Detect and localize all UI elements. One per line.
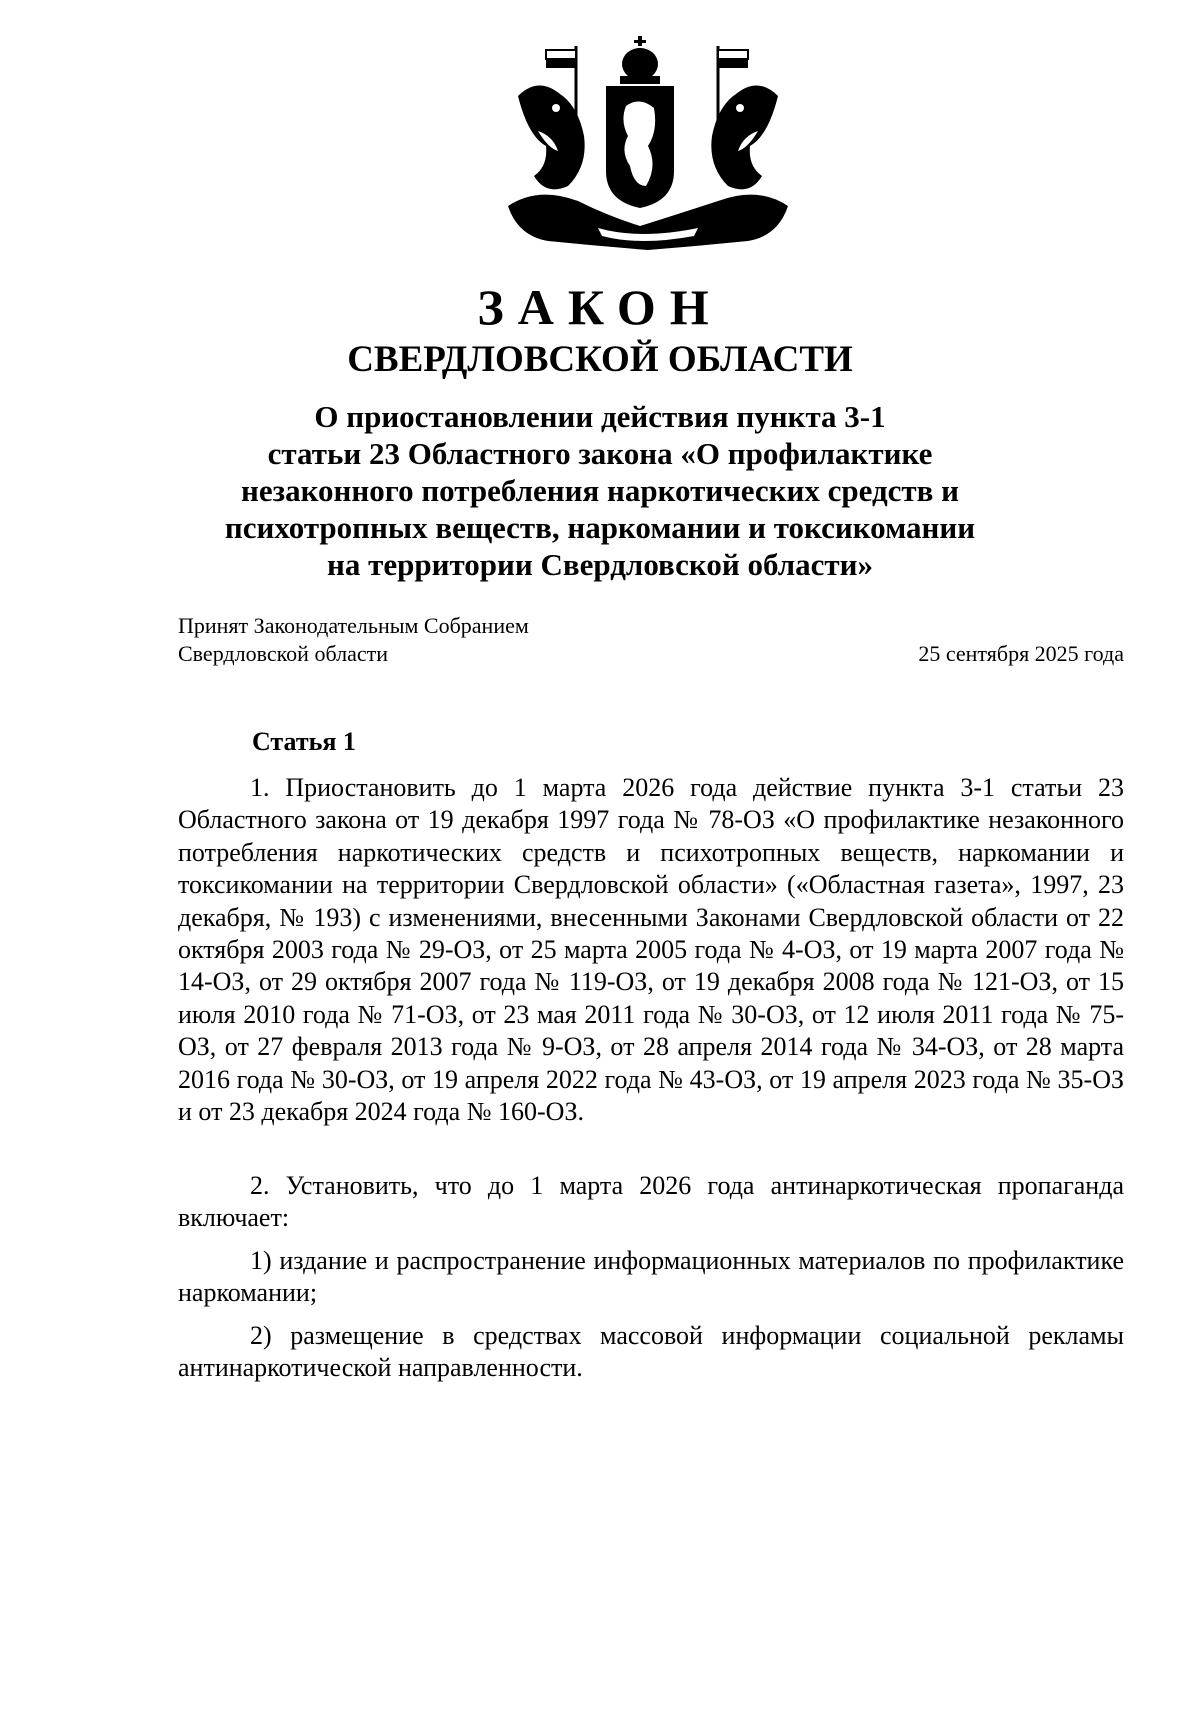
article-paragraph <box>178 1320 1124 1385</box>
paragraph-text: 2) размещение в средствах массовой информации социальной рекламы антинаркотической направленности. <box>178 1321 1124 1383</box>
law-title-line: на территории Свердловской области» <box>327 547 873 582</box>
article-paragraph <box>178 772 1124 1128</box>
paragraph-text: 1) издание и распространение информационных материалов по профилактике наркомании; <box>178 1246 1124 1308</box>
law-title-line: незаконного потребления наркотических средств и <box>241 473 959 508</box>
coat-of-arms-icon <box>498 36 798 254</box>
adoption-line: Принят Законодательным Собранием <box>178 613 529 638</box>
article-paragraph <box>178 1245 1124 1310</box>
law-title <box>0 398 1200 583</box>
adoption-line: Свердловской области <box>178 641 388 666</box>
document-type-heading: ЗАКОН <box>477 279 723 335</box>
article-heading: Статья 1 <box>252 727 356 756</box>
paragraph-text: 2. Установить, что до 1 марта 2026 года антинаркотическая пропаганда включает: <box>178 1171 1124 1233</box>
article-paragraph <box>178 1170 1124 1235</box>
paragraph-text: 1. Приостановить до 1 марта 2026 года действие пункта 3-1 статьи 23 Областного закона от 19 декабря 1997 года № 78-ОЗ «О профилактике незаконного потребления наркотических средств и психотропных веществ, наркомании и токсикомании на территории Свердловской области» («Областная газета», 1997, 23 декабря, № 193) с изменениями, внесенными Законами Свердловской области от 22 октября 2003 года № 29-ОЗ, от 25 марта 2005 года № 4-ОЗ, от 19 марта 2007 года № 14-ОЗ, от 29 октября 2007 года № 119-ОЗ, от 19 декабря 2008 года № 121-ОЗ, от 15 июля 2010 года № 71-ОЗ, от 23 мая 2011 года № 30-ОЗ, от 12 июля 2011 года № 75-ОЗ, от 27 февраля 2013 года № 9-ОЗ, от 28 апреля 2014 года № 34-ОЗ, от 28 марта 2016 года № 30-ОЗ, от 19 апреля 2022 года № 43-ОЗ, от 19 апреля 2023 года № 35-ОЗ и от 23 декабря 2024 года № 160-ОЗ. <box>178 773 1124 1127</box>
law-title-line: статьи 23 Областного закона «О профилактике <box>267 436 933 471</box>
law-title-line: О приостановлении действия пункта 3-1 <box>314 399 886 434</box>
adoption-date: 25 сентября 2025 года <box>918 641 1124 666</box>
adoption-note <box>178 612 529 668</box>
region-heading: СВЕРДЛОВСКОЙ ОБЛАСТИ <box>347 339 853 380</box>
law-title-line: психотропных веществ, наркомании и токсикомании <box>224 510 976 545</box>
